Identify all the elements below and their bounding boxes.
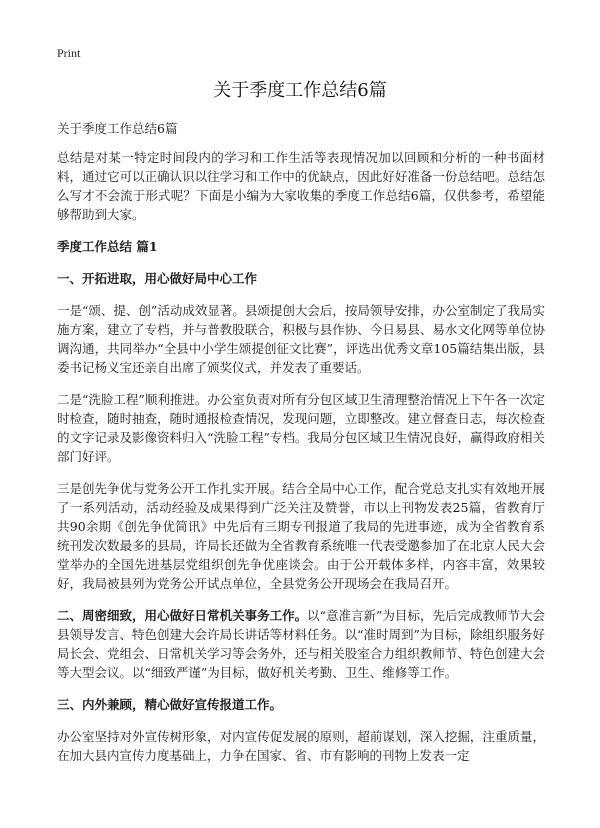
- paragraph-3: 三是创先争优与党务公开工作扎实开展。结合全局中心工作，配合党总支扎实有效地开展了一系列活动，活动经验及成果得到广泛关注及赞誉，市以上刊物发表25篇，省教育厅共90余期《创先争优简讯》中先后有三期专刊报道了我局的先进事迹，成为全省教育系统刊发次数最多的县局，许局长还做为全省教育系统唯一代表受邀参加了在北京人民大会堂举办的全国先进基层党组织创先争优座谈会。由于公开载体多样，内容丰富，效果较好，我局被县列为党务公开试点单位，全县党务公开现场会在我局召开。: [57, 481, 545, 591]
- paragraph-5: 办公室坚持对外宣传树形象，对内宣传促发展的原则，超前谋划，深入挖掘，注重质量，在加大县内宣传力度基础上，力争在国家、省、市有影响的刊物上发表一定: [57, 729, 545, 763]
- paragraph-1: 一是“颂、提、创”活动成效显著。县颂提创大会后，按局领导安排，办公室制定了我局实施方案，建立了专档，并与普教股联合，积极与县作协、今日易县、易水文化网等单位协调沟通，共同举办“全县中小学生颂提创征文比赛”，评选出优秀文章105篇结集出版，县委书记杨义宝还亲自出席了颁奖仪式，并发表了重要话。: [57, 303, 545, 375]
- heading-2: 二、周密细致，用心做好日常机关事务工作。: [57, 608, 308, 623]
- paragraph-2: 二是“洗脸工程”顺利推进。办公室负责对所有分包区域卫生清理整治情况上下午各一次定时检查，随时抽查，随时通报检查情况，发现问题，立即整改。建立督查日志，每次检查的文字记录及影像资料归入“洗脸工程”专档。我局分包区域卫生情况良好，赢得政府相关部门好评。: [57, 392, 545, 464]
- paragraph-4-text: 以“意准言新”为目标，先后完成教师节大会县领导发言、特色创建大会许局长讲话等材料任务。以“准时周到”为目标，除组织服务好局长会、党组会、日常机关学习等会务外，还与相关股室合力组织教师节、特色创建大会等大型会议。以“细致严谨”为目标，做好机关考勤、卫生、维修等工作。: [57, 608, 545, 680]
- document-subtitle: 关于季度工作总结6篇: [57, 121, 178, 136]
- paragraph-4: [57, 606, 545, 682]
- heading-3: 三、内外兼顾，精心做好宣传报道工作。: [57, 697, 283, 712]
- document-title: 关于季度工作总结6篇: [213, 80, 387, 101]
- document-body: [57, 119, 545, 778]
- print-link[interactable]: Print: [57, 46, 81, 60]
- intro-paragraph: 总结是对某一特定时间段内的学习和工作生活等表现情况加以回顾和分析的一种书面材料，通过它可以正确认识以往学习和工作中的优缺点，因此好好准备一份总结吧。总结怎么写才不会流于形式呢？下面是小编为大家收集的季度工作总结6篇，仅供参考，希望能够帮助到大家。: [57, 150, 545, 222]
- heading-1: 一、开拓进取，用心做好局中心工作: [57, 271, 258, 286]
- section-heading: 季度工作总结 篇1: [57, 239, 158, 254]
